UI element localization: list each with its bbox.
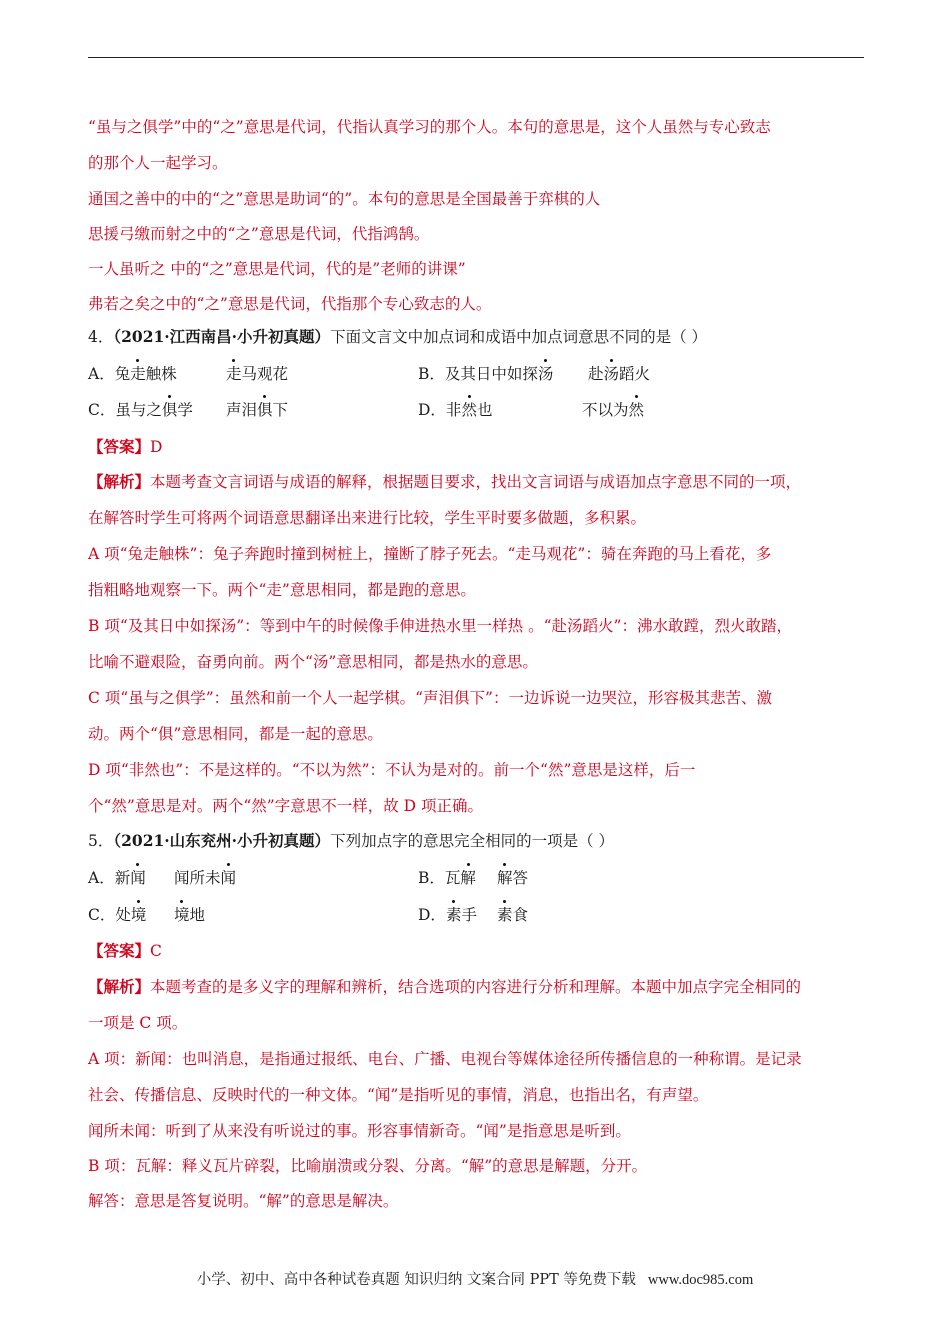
- dotted-char: 素: [497, 906, 513, 924]
- option-b-right: 解答: [497, 869, 529, 887]
- analysis-line: 解答：意思是答复说明。“解”的意思是解决。: [88, 1192, 399, 1210]
- question-text: 下列加点字的意思完全相同的一项是（ ）: [330, 832, 614, 850]
- option-c-right: 声泪俱下: [226, 401, 289, 419]
- footer-text: 小学、初中、高中各种试卷真题 知识归纳 文案合同 PPT 等免费下载: [196, 1272, 636, 1288]
- analysis-line: 一项是 C 项。: [88, 1014, 188, 1032]
- analysis-line: A 项“兔走触株”：兔子奔跑时撞到树桩上，撞断了脖子死去。“走马观花”：骑在奔跑的马上看花，多: [88, 545, 772, 563]
- option-c-right: 境地: [174, 906, 206, 924]
- option-b-left: B．及其日中如探汤: [418, 365, 554, 383]
- question-5-stem: [88, 831, 614, 851]
- question-4-stem: [88, 327, 707, 347]
- analysis-prev-line: [88, 117, 771, 137]
- answer-value: C: [150, 942, 162, 960]
- dotted-char: 俱: [257, 401, 273, 419]
- dotted-char: 然: [461, 401, 477, 419]
- analysis-line: 在解答时学生可将两个词语意思翻译出来进行比较，学生平时要多做题，多积累。: [88, 509, 647, 527]
- option-d-right: 不以为然: [582, 401, 645, 419]
- analysis-prev-line: [88, 153, 228, 173]
- question-source: （2021·江西南昌·小升初真题）: [113, 327, 331, 346]
- answer-line: [88, 941, 162, 961]
- option-d-right: 素食: [497, 906, 529, 924]
- analysis-prev-line: [88, 224, 429, 244]
- option-a-left: A．新闻: [88, 869, 146, 887]
- analysis-prev-line: [88, 259, 466, 279]
- text: 一人虽听之 中的“之”意思是代词，代的是”老师的讲课”: [88, 260, 466, 278]
- text: 弗若之矣之中的“之”意思是代词，代指那个专心致志的人。: [88, 295, 492, 313]
- analysis-prev-line: [88, 189, 600, 209]
- analysis-line: A 项：新闻：也叫消息，是指通过报纸、电台、广播、电视台等媒体途径所传播信息的一种称谓。是记录: [88, 1050, 802, 1068]
- footer-site-link[interactable]: www.doc985.com: [647, 1272, 754, 1288]
- option-c-left: C．虽与之俱学: [88, 401, 193, 419]
- text: 思援弓缴而射之中的“之”意思是代词，代指鸿鹄。: [88, 225, 430, 243]
- analysis-line: 个“然”意思是对。两个“然”字意思不一样，故 D 项正确。: [88, 797, 483, 815]
- dotted-char: 解: [497, 869, 513, 887]
- analysis-label: 【解析】: [88, 977, 151, 996]
- question-text: 下面文言文中加点词和成语中加点词意思不同的是（ ）: [330, 328, 707, 346]
- header-rule: [88, 57, 864, 58]
- analysis-line: 比喻不避艰险，奋勇向前。两个“汤”意思相同，都是热水的意思。: [88, 653, 538, 671]
- analysis-line: 社会、传播信息、反映时代的一种文体。“闻”是指听见的事情，消息，也指出名，有声望。: [88, 1086, 709, 1104]
- dotted-char: 闻: [130, 869, 146, 887]
- question-source: （2021·山东兖州·小升初真题）: [113, 831, 331, 850]
- analysis-line: 【解析】本题考查的是多义字的理解和辨析，结合选项的内容进行分析和理解。本题中加点字完全相同的: [88, 977, 802, 996]
- answer-value: D: [150, 438, 163, 456]
- answer-label: 【答案】: [88, 437, 151, 456]
- dotted-char: 素: [445, 906, 462, 924]
- dotted-char: 境: [174, 906, 190, 924]
- option-c-left: C．处境: [88, 906, 147, 924]
- analysis-line: B 项：瓦解：释义瓦片碎裂，比喻崩溃或分裂、分离。“解”的意思是解题，分开。: [88, 1157, 648, 1175]
- dotted-char: 汤: [537, 365, 554, 383]
- analysis-line: 【解析】本题考查文言词语与成语的解释，根据题目要求，找出文言词语与成语加点字意思不同的一项，: [88, 472, 802, 491]
- option-a-right: 闻所未闻: [174, 869, 237, 887]
- analysis-line: B 项“及其日中如探汤”：等到中午的时候像手伸进热水里一样热 。“赴汤蹈火”：沸水敢蹚，烈火敢踏，: [88, 617, 792, 635]
- analysis-line: C 项“虽与之俱学”：虽然和前一个人一起学棋。“声泪俱下”：一边诉说一边哭泣，形容极其悲苦、激: [88, 689, 772, 707]
- analysis-line: 指粗略地观察一下。两个“走”意思相同，都是跑的意思。: [88, 581, 476, 599]
- analysis-line: D 项“非然也”：不是这样的。“不以为然”：不认为是对的。前一个“然”意思是这样，后一: [88, 761, 696, 779]
- text: “虽与之俱学”中的“之”意思是代词，代指认真学习的那个人。本句的意思是，这个人虽然与专心致志: [88, 118, 771, 136]
- page-footer: [0, 1268, 950, 1289]
- answer-line: [88, 437, 162, 457]
- option-d-left: D．非然也: [418, 401, 493, 419]
- dotted-char: 汤: [603, 365, 620, 383]
- dotted-char: 境: [130, 906, 147, 924]
- text: 通国之善中的中的“之”意思是助词“的”。本句的意思是全国最善于弈棋的人: [88, 190, 601, 208]
- option-b-left: B．瓦解: [418, 869, 476, 887]
- dotted-char: 俱: [161, 401, 178, 419]
- analysis-label: 【解析】: [88, 472, 151, 491]
- option-a-left: A．兔走触株: [88, 365, 177, 383]
- dotted-char: 闻: [220, 869, 237, 887]
- question-number: 4．: [88, 328, 114, 346]
- option-a-right: 走马观花: [226, 365, 289, 383]
- question-number: 5．: [88, 832, 114, 850]
- analysis-prev-line: [88, 294, 491, 314]
- analysis-line: 动。两个“俱”意思相同，都是一起的意思。: [88, 725, 383, 743]
- text: 的那个人一起学习。: [88, 154, 228, 172]
- option-b-right: 赴汤蹈火: [588, 365, 651, 383]
- answer-label: 【答案】: [88, 941, 151, 960]
- dotted-char: 走: [130, 365, 146, 383]
- option-d-left: D．素手: [418, 906, 477, 924]
- analysis-line: 闻所未闻：听到了从来没有听说过的事。形容事情新奇。“闻”是指意思是听到。: [88, 1122, 631, 1140]
- dotted-char: 走: [226, 365, 242, 383]
- dotted-char: 然: [628, 401, 645, 419]
- dotted-char: 解: [460, 869, 476, 887]
